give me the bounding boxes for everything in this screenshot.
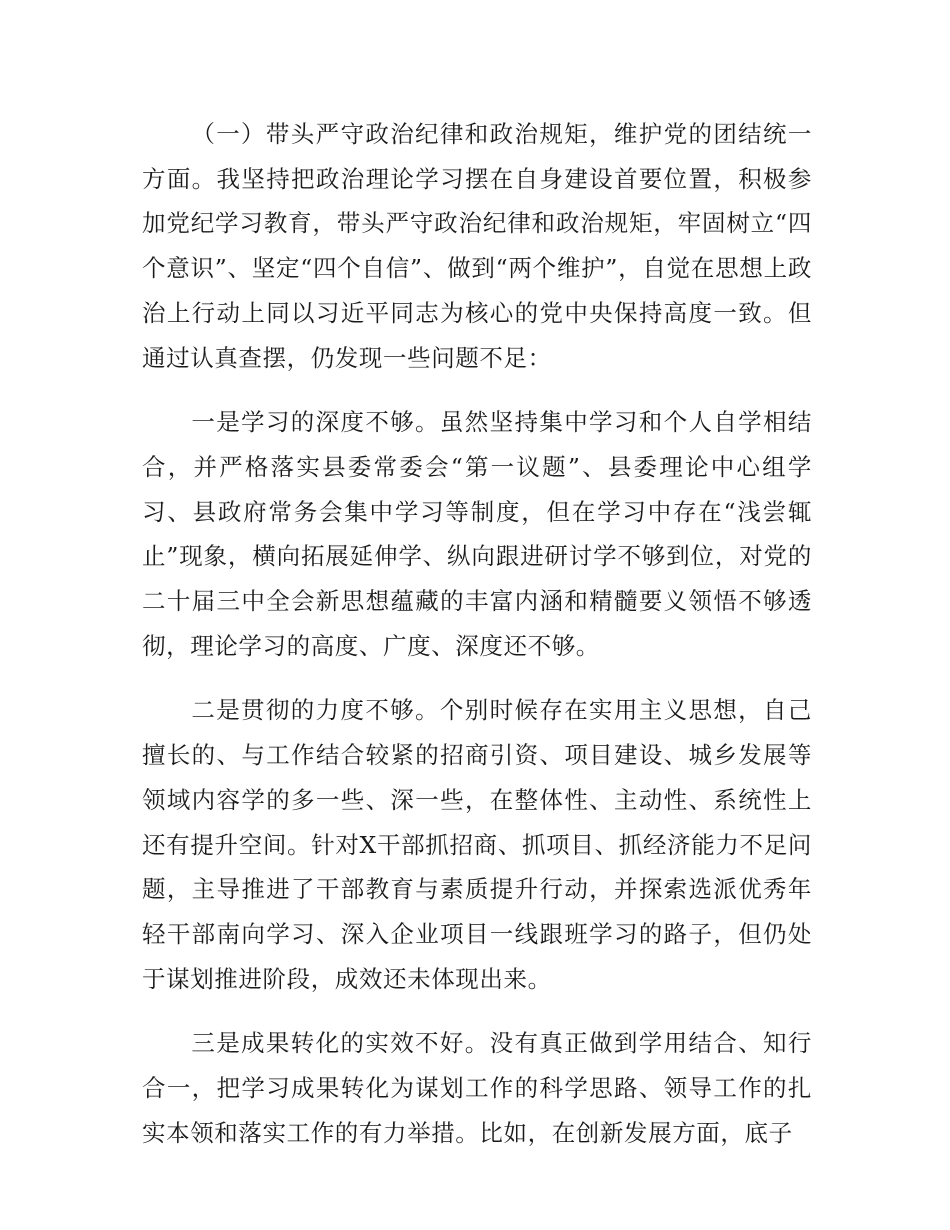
paragraph-implementation-strength: 二是贯彻的力度不够。个别时候存在实用主义思想，自己擅长的、与工作结合较紧的招商引资、项目建设、城乡发展等领域内容学的多一些、深一些，在整体性、主动性、系统性上还有提升空间。针对X干部抓招商、抓项目、抓经济能力不足问题，主导推进了干部教育与素质提升行动，并探索选派优秀年轻干部南向学习、深入企业项目一线跟班学习的路子，但仍处于谋划推进阶段，成效还未体现出来。 [142,696,812,993]
paragraph-study-depth: 一是学习的深度不够。虽然坚持集中学习和个人自学相结合，并严格落实县委常委会“第一议题”、县委理论中心组学习、县政府常务会集中学习等制度，但在学习中存在“浅尝辄止”现象，横向拓展延伸学、纵向跟进研讨学不够到位，对党的二十届三中全会新思想蕴藏的丰富内涵和精髓要义领悟不够透彻，理论学习的高度、广度、深度还不够。 [142,408,812,660]
paragraph-results-transformation: 三是成果转化的实效不好。没有真正做到学用结合、知行合一，把学习成果转化为谋划工作的科学思路、领导工作的扎实本领和落实工作的有力举措。比如，在创新发展方面，底子 [142,1029,812,1147]
document-page [142,112,812,1175]
paragraph-political-discipline: （一）带头严守政治纪律和政治规矩，维护党的团结统一方面。我坚持把政治理论学习摆在自身建设首要位置，积极参加党纪学习教育，带头严守政治纪律和政治规矩，牢固树立“四个意识”、坚定“四个自信”、做到“两个维护”，自觉在思想上政治上行动上同以习近平同志为核心的党中央保持高度一致。但通过认真查摆，仍发现一些问题不足： [142,120,812,372]
